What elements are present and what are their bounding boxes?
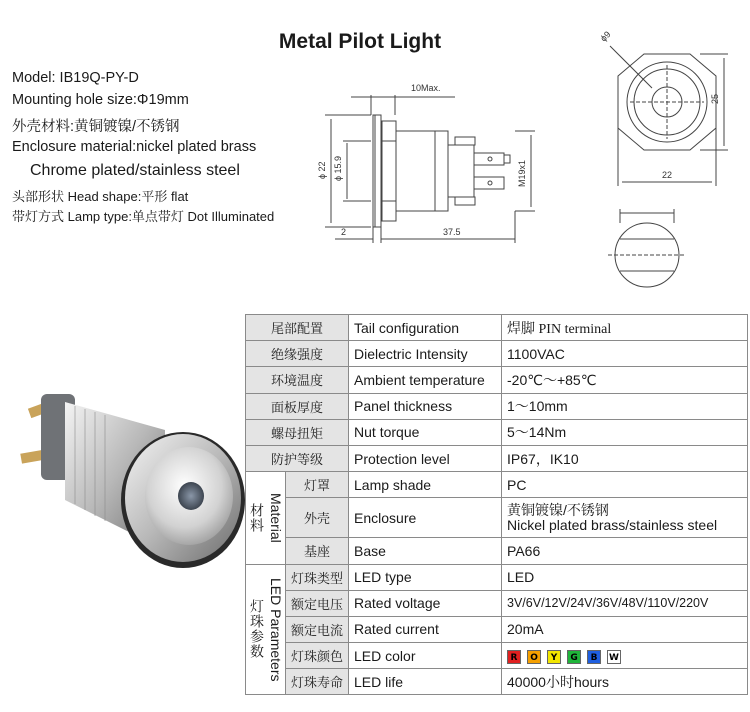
row-value: 1～10mm xyxy=(502,393,748,419)
table-row xyxy=(246,538,748,564)
front-view-drawing xyxy=(590,28,740,193)
row-value xyxy=(502,643,748,669)
row-label-zh: 环境温度 xyxy=(246,367,349,393)
row-value: 焊脚 PIN terminal xyxy=(502,315,748,341)
spec-mounting: Mounting hole size:Φ19mm xyxy=(12,92,189,108)
table-row xyxy=(246,616,748,642)
table-row xyxy=(246,472,748,498)
dim-15-9: ϕ 15.9 xyxy=(333,155,343,181)
row-label-en: Enclosure xyxy=(349,498,502,538)
row-value: -20℃～+85℃ xyxy=(502,367,748,393)
led-color-chip: B xyxy=(587,650,601,664)
table-row xyxy=(246,341,748,367)
row-value: LED xyxy=(502,564,748,590)
table-row xyxy=(246,669,748,695)
dim-25: 25 xyxy=(710,93,720,104)
dim-m19: M19x1 xyxy=(517,159,527,187)
rear-view-drawing xyxy=(598,205,698,290)
led-color-chip: G xyxy=(567,650,581,664)
dim-22-width: 22 xyxy=(662,170,673,180)
material-group-zh: 材料 xyxy=(249,502,265,533)
row-label-zh: 灯罩 xyxy=(286,472,349,498)
led-group-label xyxy=(246,564,286,695)
row-value: PC xyxy=(502,472,748,498)
row-label-en: Rated voltage xyxy=(349,590,502,616)
page-title: Metal Pilot Light xyxy=(278,30,442,53)
row-value: 3V/6V/12V/24V/36V/48V/110V/220V xyxy=(502,590,748,616)
row-label-en: Tail configuration xyxy=(349,315,502,341)
row-label-zh: 灯珠类型 xyxy=(286,564,349,590)
table-row xyxy=(246,367,748,393)
row-label-en: Ambient temperature xyxy=(349,367,502,393)
table-row xyxy=(246,445,748,471)
row-label-en: Dielectric Intensity xyxy=(349,341,502,367)
row-label-en: Lamp shade xyxy=(349,472,502,498)
row-label-en: Base xyxy=(349,538,502,564)
table-row xyxy=(246,498,748,538)
row-label-zh: 基座 xyxy=(286,538,349,564)
row-value xyxy=(502,498,748,538)
row-label-en: Rated current xyxy=(349,616,502,642)
product-photo xyxy=(15,380,245,580)
table-row xyxy=(246,393,748,419)
spec-shell-zh: 外壳材料:黄铜镀镍/不锈钢 xyxy=(12,119,180,135)
row-label-en: LED life xyxy=(349,669,502,695)
spec-chrome: Chrome plated/stainless steel xyxy=(30,162,240,179)
row-label-zh: 尾部配置 xyxy=(246,315,349,341)
table-row xyxy=(246,315,748,341)
spec-model: Model: IB19Q-PY-D xyxy=(12,70,139,86)
material-group-en: Material xyxy=(268,492,284,543)
spec-table xyxy=(245,314,748,695)
led-group-zh: 灯珠参数 xyxy=(249,599,265,660)
row-label-zh: 绝缘强度 xyxy=(246,341,349,367)
row-label-en: Panel thickness xyxy=(349,393,502,419)
row-label-zh: 额定电流 xyxy=(286,616,349,642)
spec-lamp: 带灯方式 Lamp type:单点带灯 Dot Illuminated xyxy=(12,209,275,224)
led-color-chip: R xyxy=(507,650,521,664)
table-row xyxy=(246,590,748,616)
led-color-chip: W xyxy=(607,650,621,664)
row-value: 5～14Nm xyxy=(502,419,748,445)
row-label-zh: 灯珠颜色 xyxy=(286,643,349,669)
row-value: 20mA xyxy=(502,616,748,642)
dim-phi9: ϕ9 xyxy=(598,29,613,44)
row-label-zh: 面板厚度 xyxy=(246,393,349,419)
enclosure-value-en: Nickel plated brass/stainless steel xyxy=(507,516,718,533)
row-label-en: LED color xyxy=(349,643,502,669)
table-row xyxy=(246,419,748,445)
dim-37-5: 37.5 xyxy=(443,227,461,237)
table-row xyxy=(246,643,748,669)
row-value: IP67，IK10 xyxy=(502,445,748,471)
row-label-zh: 灯珠寿命 xyxy=(286,669,349,695)
row-label-zh: 防护等级 xyxy=(246,445,349,471)
dim-10max: 10Max. xyxy=(411,83,441,93)
side-view-drawing xyxy=(305,75,550,245)
row-label-en: Protection level xyxy=(349,445,502,471)
row-label-zh: 外壳 xyxy=(286,498,349,538)
material-group-label xyxy=(246,472,286,564)
table-row xyxy=(246,564,748,590)
led-color-chips xyxy=(507,650,621,664)
row-value: 40000小时hours xyxy=(502,669,748,695)
spec-material-en: Enclosure material:nickel plated brass xyxy=(12,139,257,155)
dim-2: 2 xyxy=(341,227,347,237)
led-group-en: LED Parameters xyxy=(268,577,284,682)
enclosure-value-zh: 黄铜镀镍/不锈钢 xyxy=(507,501,609,518)
led-color-chip: O xyxy=(527,650,541,664)
row-label-zh: 螺母扭矩 xyxy=(246,419,349,445)
row-label-zh: 额定电压 xyxy=(286,590,349,616)
row-label-en: LED type xyxy=(349,564,502,590)
led-color-chip: Y xyxy=(547,650,561,664)
row-label-en: Nut torque xyxy=(349,419,502,445)
row-value: PA66 xyxy=(502,538,748,564)
spec-head: 头部形状 Head shape:平形 flat xyxy=(12,189,189,204)
dim-22: ϕ 22 xyxy=(317,161,327,179)
row-value: 1100VAC xyxy=(502,341,748,367)
